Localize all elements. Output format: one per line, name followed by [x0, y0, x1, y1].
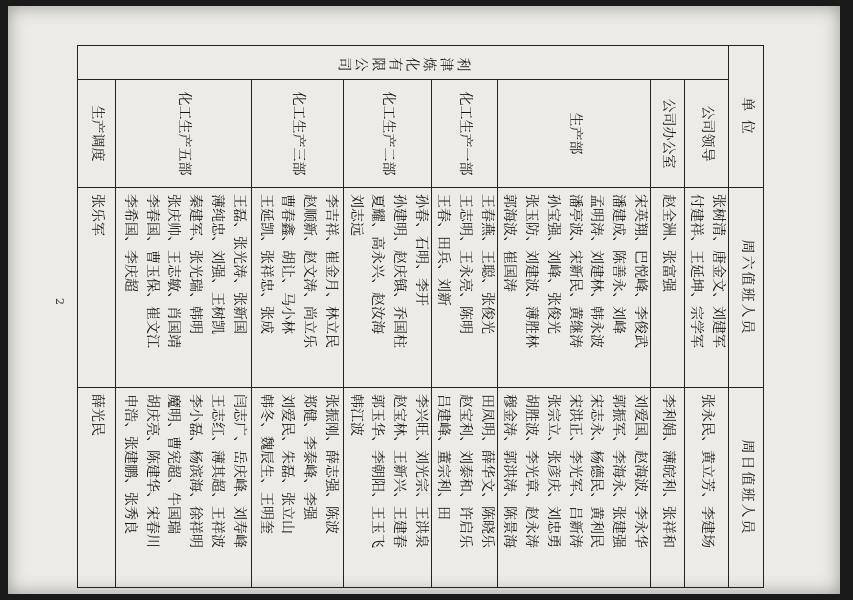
unit-cell: 化工生产二部 — [344, 80, 432, 188]
table-row — [252, 46, 344, 588]
page-number: 2 — [53, 298, 66, 305]
document-sheet — [8, 6, 840, 594]
sunday-names: 刘爱国、赵海波、李永华 郭振军、李海永、张建强 宋志永、杨德民、黄利民 宋洪正、李光军、吕新涛 张宗立、张彦庆、刘忠勇 胡胜波、李光章、赵永涛 穆金涛、郭洪涛、陈景海 — [497, 388, 650, 588]
table-row — [431, 46, 497, 588]
header-sunday: 周日值班人员 — [729, 388, 764, 588]
sunday-names: 李兴旺、刘光宗、王洪泉 赵宝林、王新兴、王建春 郭玉华、李朝阳、王玉飞 韩江波 — [344, 388, 432, 588]
unit-cell: 公司办公室 — [650, 80, 684, 188]
table-row — [497, 46, 650, 588]
company-name: 利津炼化有限公司 — [78, 46, 729, 80]
sunday-names: 李利娟、薄皖利、张祥和 — [650, 388, 684, 588]
unit-cell: 化工生产五部 — [116, 80, 252, 188]
header-unit: 单 位 — [729, 46, 764, 188]
table-row — [344, 46, 432, 588]
table-row — [684, 46, 728, 588]
table-row — [78, 46, 116, 588]
sunday-names: 闫志广、岳庆峰、刘寿峰 王志红、薄其超、王祥波 李小磊、杨滨海、徐祥明 魔明、曹宪超、牛国瑞 胡庆亮、陈建华、宋春川 申浩、张建鹏、张秀良 — [116, 388, 252, 588]
unit-cell: 化工生产三部 — [252, 80, 344, 188]
saturday-names: 张树清、唐金文、刘建军 付建祥、王延坤、宗学军 — [684, 188, 728, 388]
table-row — [650, 46, 684, 588]
saturday-names: 王春燕、王聪、张俊光 王志明、王永亮、陈明 王春、田兵、刘新 — [431, 188, 497, 388]
saturday-names: 王磊、张光涛、张新国 薄纯忠、刘强、王树凯 秦建军、张光瑞、韩明 张庆帅、王志敏、肖国靖 李春国、曹玉保、崔文江 李希国、李庆超 — [116, 188, 252, 388]
sunday-names: 薛光民 — [78, 388, 116, 588]
unit-cell: 公司领导 — [684, 80, 728, 188]
header-saturday: 周六值班人员 — [729, 188, 764, 388]
saturday-names: 李吉祥、崔金月、林立民 赵顺新、赵文涛、尚立乐 曹春鑫、胡让、马小林 王延凯、张祥忠、张成 — [252, 188, 344, 388]
duty-roster-table — [77, 45, 764, 588]
saturday-names: 张乐军 — [78, 188, 116, 388]
sunday-names: 张振刚、薛志强、陈波 郑健、李泰峰、李强 刘爱民、朱磊、张立山 韩冬、魏辰生、王明奎 — [252, 388, 344, 588]
rotated-table-area — [88, 45, 764, 557]
sunday-names: 田凤明、薛华文、陈晓乐 赵宝利、刘泰和、许启乐 吕建峰、董宗利、田 — [431, 388, 497, 588]
unit-cell: 生产部 — [497, 80, 650, 188]
saturday-names: 宋英翔、巴悦峰、李俊武 潘建成、陈善永、刘峰 孟明涛、刘建林、韩永波 潘亭波、宋新民、黄继涛 孙宝强、刘峰、张俊光 张玉防、刘建波、薄胜林 郭海波、崔国涛 — [497, 188, 650, 388]
header-row — [729, 46, 764, 588]
table-row — [116, 46, 252, 588]
saturday-names: 孙春、石明、李开 孙建明、赵庆镇、乔国柱 夏耀、高永兴、赵汝海 刘志远 — [344, 188, 432, 388]
saturday-names: 赵全洲、张富强 — [650, 188, 684, 388]
sunday-names: 张永民、黄立芳、李建场 — [684, 388, 728, 588]
unit-cell: 化工生产一部 — [431, 80, 497, 188]
unit-cell: 生产调度 — [78, 80, 116, 188]
